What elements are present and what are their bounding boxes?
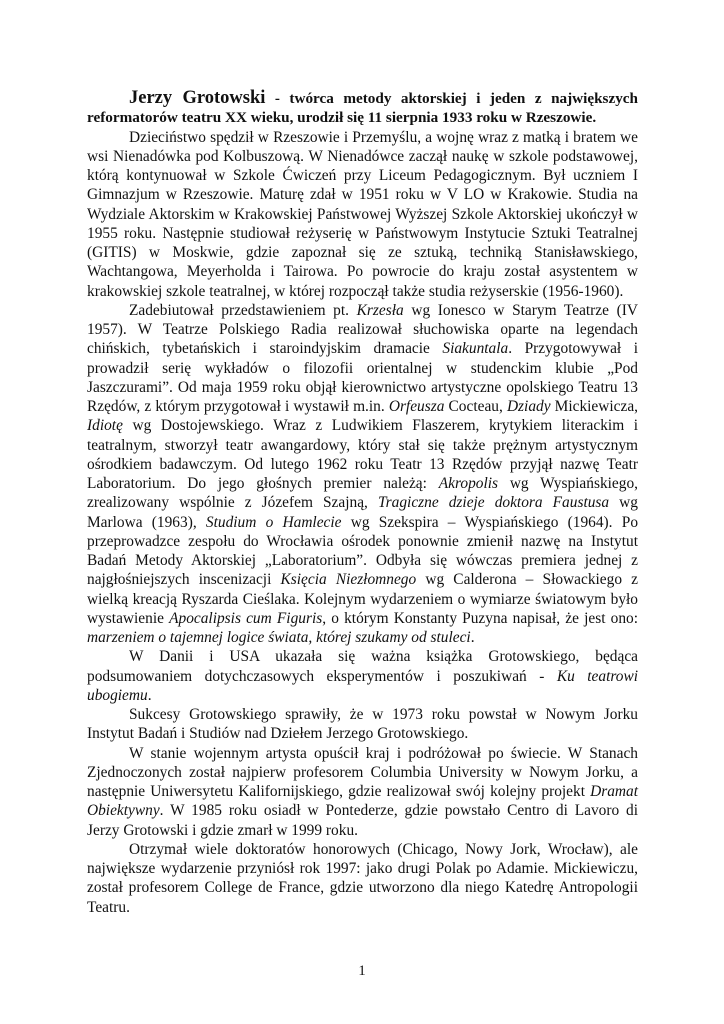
- paragraph-debut: [87, 301, 638, 648]
- paragraph-institute: Sukcesy Grotowskiego sprawiły, że w 1973 roku powstał w Nowym Jorku Instytut Badań i Studiów nad Dziełem Jerzego Grotowskiego.: [87, 706, 638, 743]
- text-run: wg Marlowa (1963),: [87, 494, 638, 531]
- page-number: 1: [358, 963, 366, 979]
- text-run: wg Wyspiańskiego, zrealizowany wspólnie z Józefem Szajną,: [87, 475, 638, 512]
- title-siakuntala: Siakuntala: [442, 340, 509, 358]
- text-run: wg Calderona – Słowackiego z wielką kreacją Ryszarda Cieślaka. Kolejnym wydarzeniem o wymiarze światowym było wystawienie: [87, 571, 638, 627]
- title-hamlet: Studium o Hamlecie: [205, 513, 342, 531]
- title-apocalipsis: Apocalipsis cum Figuris: [169, 609, 323, 627]
- title-faustus: Tragiczne dzieje doktora Faustusa: [377, 494, 610, 512]
- title-idiote: Idiotę: [87, 417, 123, 435]
- text-run: .: [147, 686, 152, 704]
- text-run: wg Ionesco w Starym Teatrze (IV 1957). W Teatrze Polskiego Radia realizował słuchowiska oparte na legendach chińskich, tybetańskich i staroindyjskim dramacie: [87, 301, 638, 358]
- title-krzesla: Krzesła: [356, 301, 404, 319]
- text-run: .: [470, 629, 475, 646]
- text-run: Zadebiutował przedstawieniem pt.: [129, 301, 357, 319]
- body-text: [87, 89, 638, 917]
- text-run: W Danii i USA ukazała się ważna książka Grotowskiego, będąca podsumowaniem dotychczasowych eksperymentów i poszukiwań -: [87, 648, 638, 685]
- title-ksiecia: Księcia Niezłomnego: [280, 571, 417, 589]
- text-run: . W 1985 roku osiadł w Pontederze, gdzie powstało Centro di Lavoro di Jerzy Grotowski i gdzie zmarł w 1999 roku.: [87, 802, 638, 839]
- title-akropolis: Akropolis: [438, 475, 498, 492]
- paragraph-childhood: Dzieciństwo spędził w Rzeszowie i Przemyślu, a wojnę wraz z matką i bratem we wsi Nienadówka pod Kolbuszową. W Nienadówce zaczął naukę w szkole podstawowej, którą kontynuował w Szkole Ćwiczeń przy Liceum Pedagogicznym. Był uczniem I Gimnazjum w Rzeszowie. Maturę zdał w 1951 roku w V LO w Krakowie. Studia na Wydziale Aktorskim w Krakowskiej Państwowej Wyższej Szkole Aktorskiej ukończył w 1955 roku. Następnie studiował reżyserię w Państwowym Instytucie Sztuki Teatralnej (GITIS) w Moskwie, gdzie zapoznał się ze sztuką, techniką Stanisławskiego, Wachtangowa, Meyerholda i Tairowa. Po powrocie do kraju został asystentem w krakowskiej szkole teatralnej, w której rozpoczął także studia reżyserskie (1956-1960).: [87, 128, 638, 300]
- title-orfeusza: Orfeusza: [388, 398, 445, 415]
- paragraph-emigration: [87, 744, 638, 840]
- text-run: . Przygotowywał i prowadził serię wykładów o filozofii orientalnej w studenckim klubie „Pod Jaszczurami”. Od maja 1959 roku objął kierownictwo artystyczne opolskiego Teatru 13 Rzędów, z którym przygotował i wystawił m.in.: [87, 340, 638, 415]
- text-run: wg Szekspira – Wyspiańskiego (1964). Po przeprowadzce zespołu do Wrocławia ośrodek ponownie zmienił nazwę na Instytut Badań Metody Aktorskiej „Laboratorium”. Odbyła się wówczas premiera jednej z najgłośniejszych inscenizacji: [87, 513, 639, 589]
- puzyna-quote: marzeniem o tajemnej logice świata, której szukamy od stuleci: [87, 629, 471, 646]
- title-dziady: Dziady: [506, 398, 551, 415]
- text-run: wg Dostojewskiego. Wraz z Ludwikiem Flaszerem, krytykiem literackim i teatralnym, stworzył teatr awangardowy, który stał się także prężnym artystycznym ośrodkiem badawczym. Od lutego 1962 roku Teatr 13 Rzędów przyjął nazwę Teatr Laboratorium. Do jego głośnych premier należą:: [87, 417, 638, 492]
- text-run: Cocteau,: [444, 398, 507, 415]
- text-run: W stanie wojennym artysta opuścił kraj i podróżował po świecie. W Stanach Zjednoczonych został najpierw profesorem Columbia University w Nowym Jorku, a następnie Uniwersytetu Kalifornijskiego, gdzie realizował swój kolejny projekt: [87, 744, 638, 800]
- text-run: , o którym Konstanty Puzyna napisał, że jest ono:: [322, 609, 639, 627]
- title-paragraph: [87, 89, 638, 128]
- title-rest: - twórca metody aktorskiej i jeden z największych reformatorów teatru XX wieku, urodził się 11 sierpnia 1933 roku w Rzeszowie.: [87, 90, 638, 127]
- title-name: Jerzy Grotowski: [129, 88, 266, 108]
- paragraph-honors: Otrzymał wiele doktoratów honorowych (Chicago, Nowy Jork, Wrocław), ale największe wydarzenie przyniósł rok 1997: jako drugi Polak po Adamie. Mickiewiczu, został profesorem College de France, gdzie utworzono dla niego Katedrę Antropologii Teatru.: [87, 840, 638, 916]
- text-run: Mickiewicza,: [550, 398, 638, 415]
- paragraph-book: [87, 647, 638, 705]
- title-ku-teatrowi-ubogiemu: Ku teatrowi ubogiemu: [87, 667, 639, 704]
- title-dramat-obiektywny: Dramat Obiektywny: [87, 783, 638, 820]
